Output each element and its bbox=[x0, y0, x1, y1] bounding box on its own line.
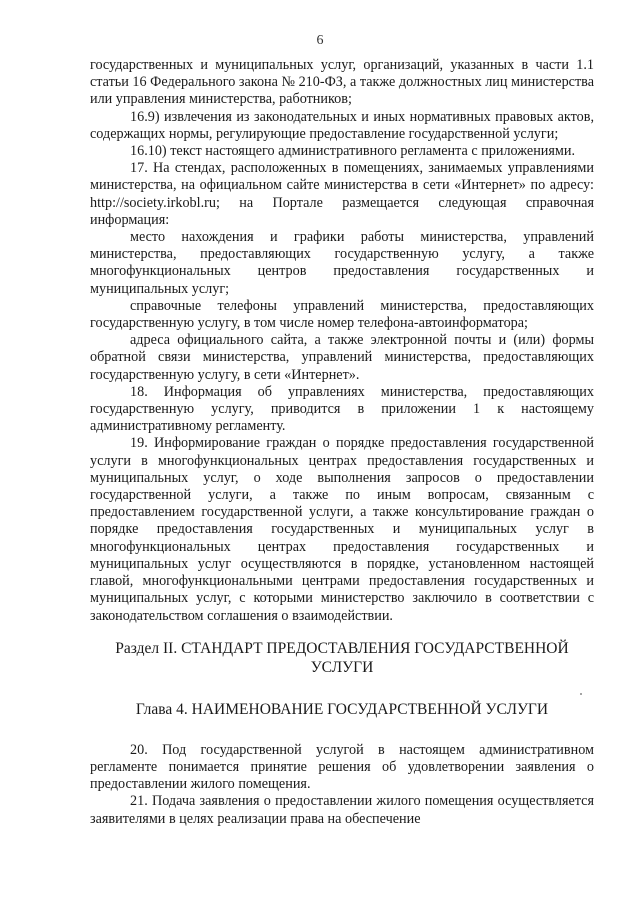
scan-artifact bbox=[580, 693, 582, 695]
document-body bbox=[90, 57, 594, 828]
section-heading: Раздел II. СТАНДАРТ ПРЕДОСТАВЛЕНИЯ ГОСУДАРСТВЕННОЙ УСЛУГИ bbox=[115, 639, 569, 676]
paragraph-continuation: государственных и муниципальных услуг, организаций, указанных в части 1.1 статьи 16 Федерального закона № 210-ФЗ, а также должностных лиц министерства или управления министерства, работников; bbox=[90, 57, 594, 108]
paragraph-21: 21. Подача заявления о предоставлении жилого помещения осуществляется заявителями в целях реализации права на обеспечение bbox=[90, 793, 594, 827]
paragraph-16-10: 16.10) текст настоящего административного регламента с приложениями. bbox=[130, 143, 576, 160]
paragraph-17-addresses: адреса официального сайта, а также электронной почты и (или) формы обратной связи министерства, управлений министерства, предоставляющих государственную услугу, в сети «Интернет». bbox=[90, 332, 594, 383]
chapter-heading: Глава 4. НАИМЕНОВАНИЕ ГОСУДАРСТВЕННОЙ УСЛУГИ bbox=[135, 700, 549, 718]
paragraph-17-location: место нахождения и графики работы министерства, управлений министерства, предоставляющих государственную услугу, а также многофункциональных центров предоставления государственных и муниципальных услуг; bbox=[90, 229, 594, 297]
page-number: 6 bbox=[316, 33, 324, 48]
paragraph-16-9: 16.9) извлечения из законодательных и иных нормативных правовых актов, содержащих нормы, регулирующие предоставление государственной услуги; bbox=[90, 108, 594, 142]
paragraph-17-phones: справочные телефоны управлений министерства, предоставляющих государственную услугу, в том числе номер телефона-автоинформатора; bbox=[90, 297, 594, 332]
paragraph-18: 18. Информация об управлениях министерства, предоставляющих государственную услугу, приводится в приложении 1 к настоящему административному регламенту. bbox=[90, 383, 594, 435]
paragraph-17: 17. На стендах, расположенных в помещениях, занимаемых управлениями министерства, на официальном сайте министерства в сети «Интернет» по адресу: http://society.irkobl.ru; на Портале размещается следующая справочная информация: bbox=[90, 160, 594, 228]
paragraph-20: 20. Под государственной услугой в настоящем административном регламенте понимается принятие решения об удовлетворении заявления о предоставлении жилого помещения. bbox=[90, 741, 594, 793]
paragraph-19: 19. Информирование граждан о порядке предоставления государственной услуги в многофункциональных центрах предоставления государственных и муниципальных услуг, о ходе выполнения запросов о предоставлении государственной услуги, а также по иным вопросам, связанным с предоставлением государственной услуги, а также консультирование граждан о порядке предоставления государственных и муниципальных услуг в многофункциональных центрах предоставления государственных и муниципальных услуг осуществляются в порядке, установленном настоящей главой, многофункциональными центрами предоставления государственных и муниципальных услуг, с которыми министерство заключило в соответствии с законодательством соглашения о взаимодействии. bbox=[90, 435, 594, 624]
